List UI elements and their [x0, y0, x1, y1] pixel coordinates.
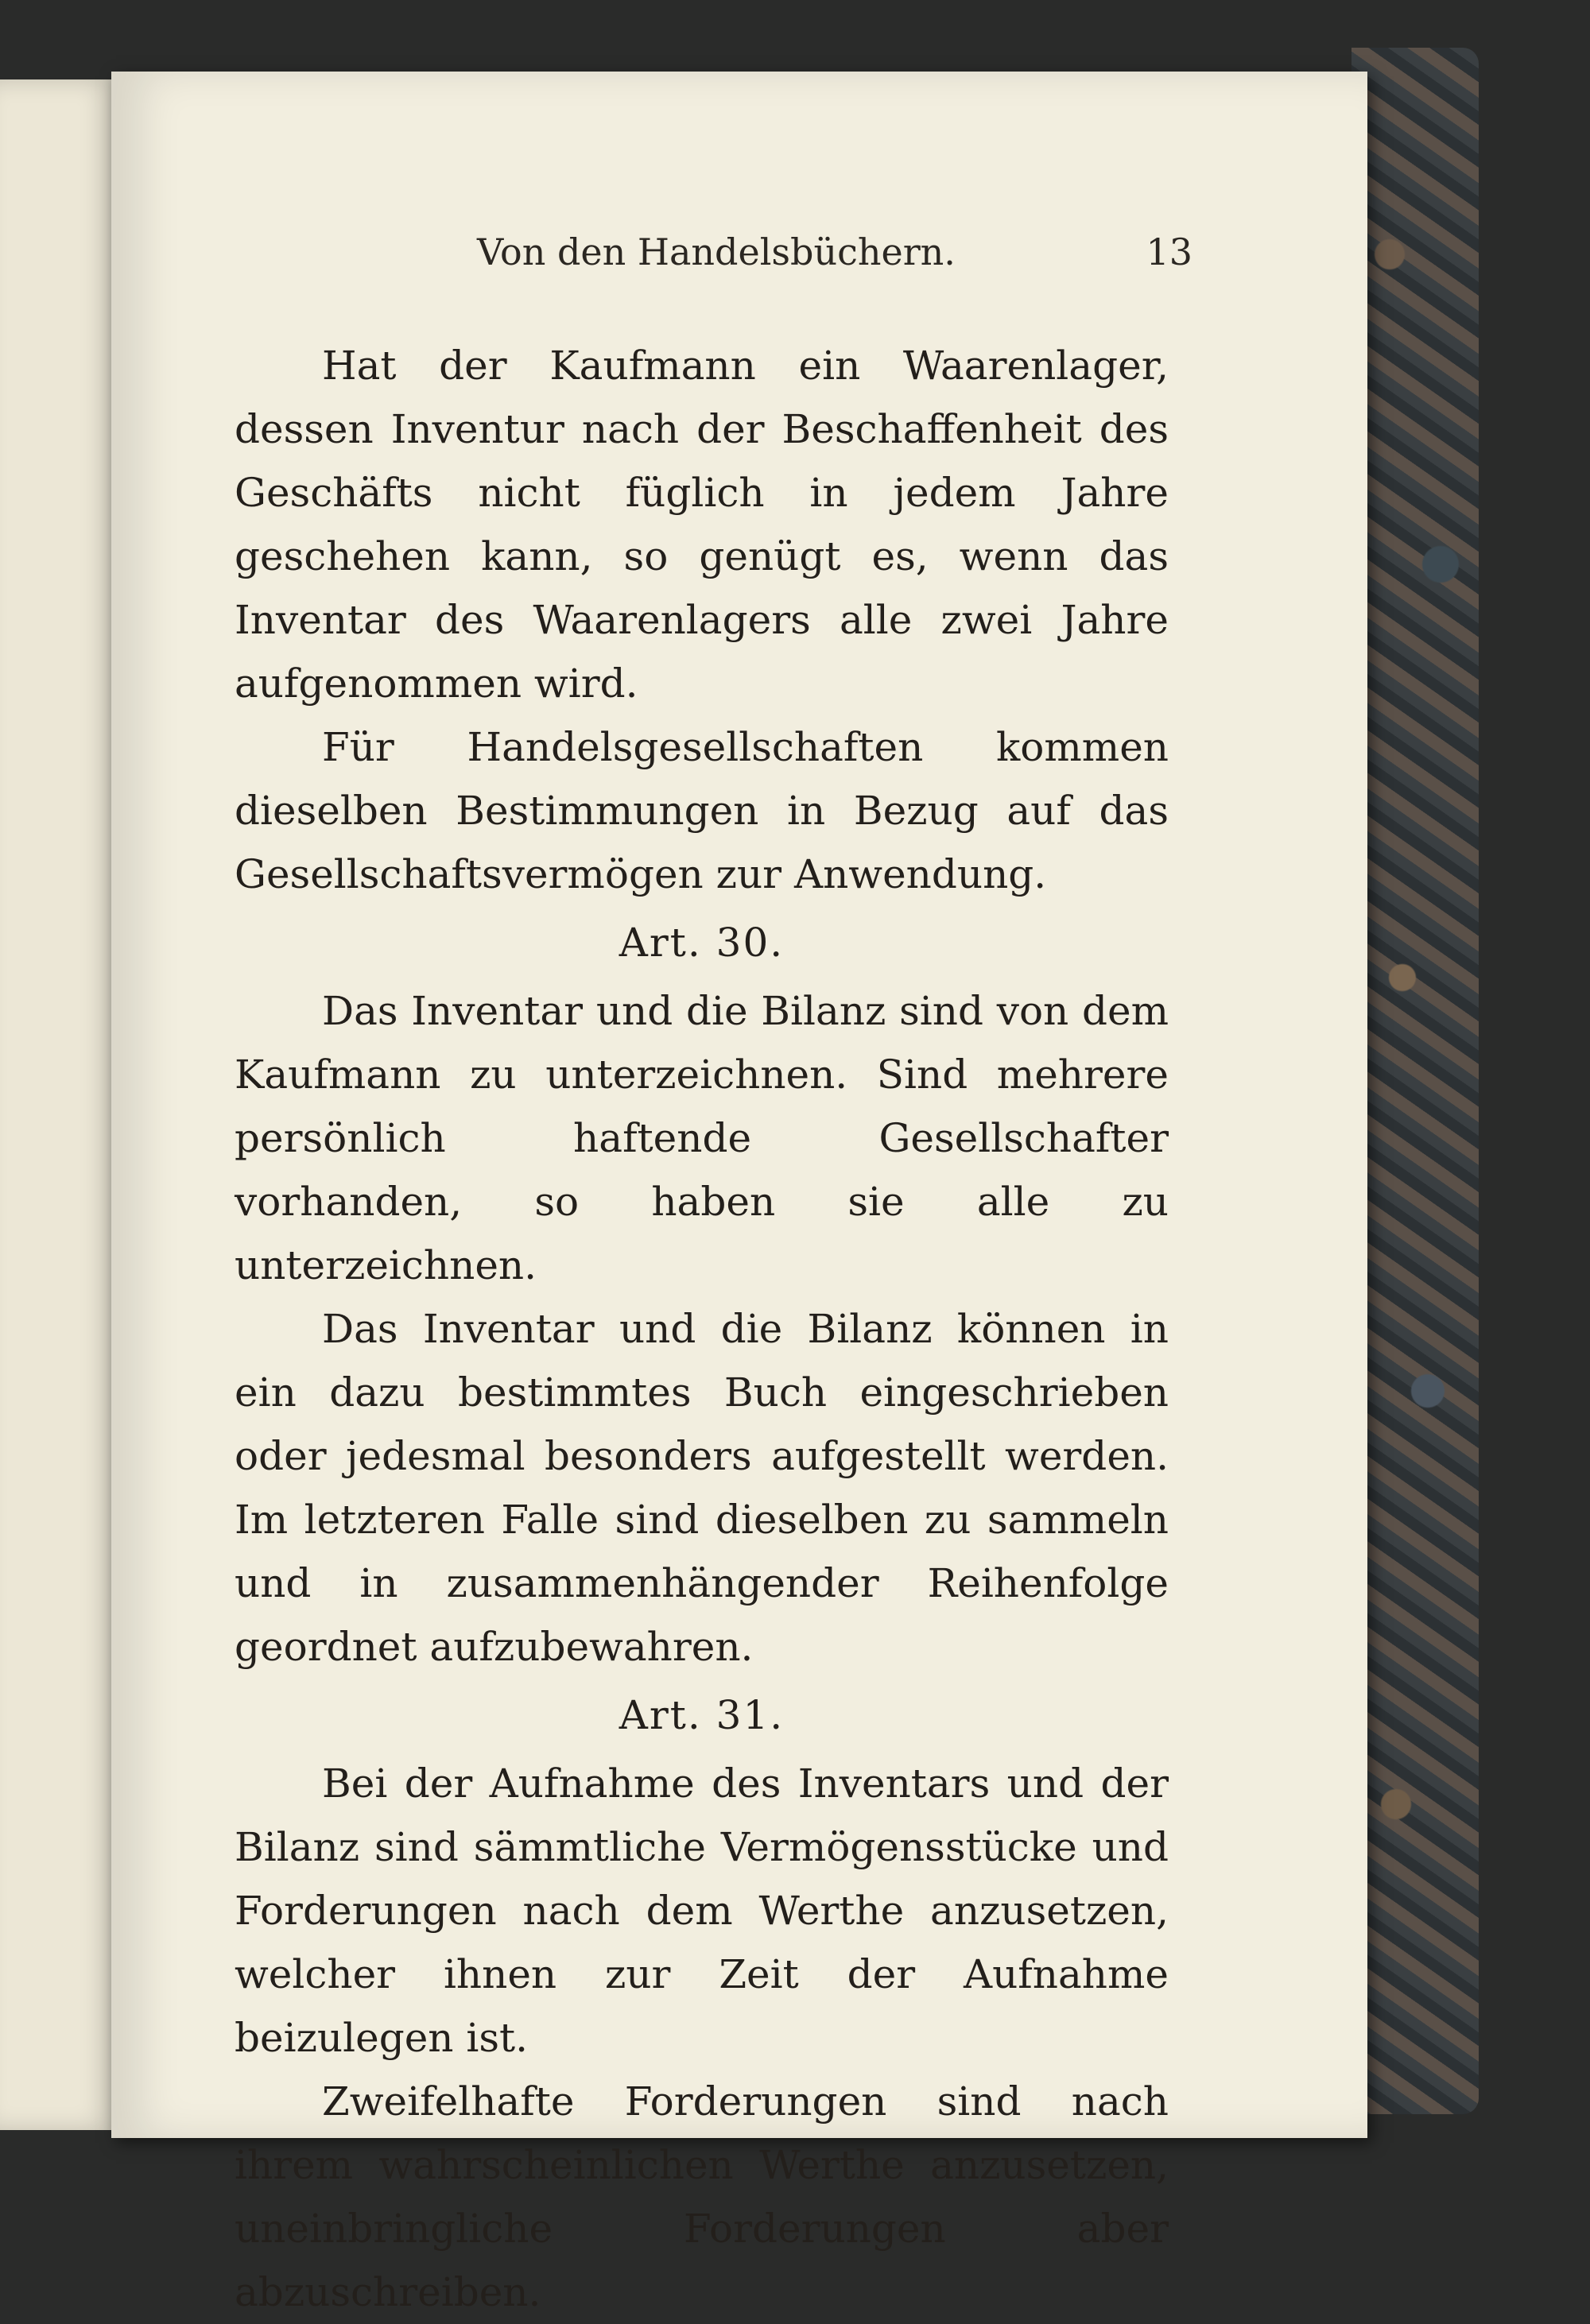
article-heading: Art. 31. [619, 1692, 785, 1738]
paragraph: Bei der Aufnahme des Inventars und der Bilanz sind sämmtliche Vermögensstücke und Forderungen nach dem Werthe anzusetzen, welcher ihnen zur Zeit der Aufnahme beizulegen ist. [235, 1760, 1169, 2061]
paragraph: Für Handelsgesellschaften kommen dieselben Bestimmungen in Bezug auf das Gesellschaftsvermögen zur Anwendung. [235, 724, 1169, 897]
left-facing-page [0, 79, 119, 2130]
paragraph: Das Inventar und die Bilanz können in ein dazu bestimmtes Buch eingeschrieben oder jedesmal besonders aufgestellt werden. Im letzteren Falle sind dieselben zu sammeln und in zusammenhängender Reihenfolge geordnet aufzubewahren. [235, 1306, 1169, 1670]
article-heading: Art. 30. [619, 920, 785, 966]
page-header [477, 230, 1192, 286]
book-page [111, 72, 1367, 2315]
marbled-book-edge [1352, 48, 1479, 2114]
paragraph: Das Inventar und die Bilanz sind von dem Kaufmann zu unterzeichnen. Sind mehrere persönlich haftende Gesellschafter vorhanden, so haben sie alle zu unterzeichnen. [235, 988, 1169, 1288]
paragraph: Zweifelhafte Forderungen sind nach ihrem wahrscheinlichen Werthe anzusetzen, uneinbringliche Forderungen aber abzuschreiben. [235, 2078, 1169, 2315]
body-text [235, 334, 1169, 2324]
page-number: 13 [1146, 230, 1192, 273]
running-title: Von den Handelsbüchern. [477, 230, 956, 273]
paragraph: Hat der Kaufmann ein Waarenlager, dessen Inventur nach der Beschaffenheit des Geschäfts nicht füglich in jedem Jahre geschehen kann, so genügt es, wenn das Inventar des Waarenlagers alle zwei Jahre aufgenommen wird. [235, 343, 1169, 707]
